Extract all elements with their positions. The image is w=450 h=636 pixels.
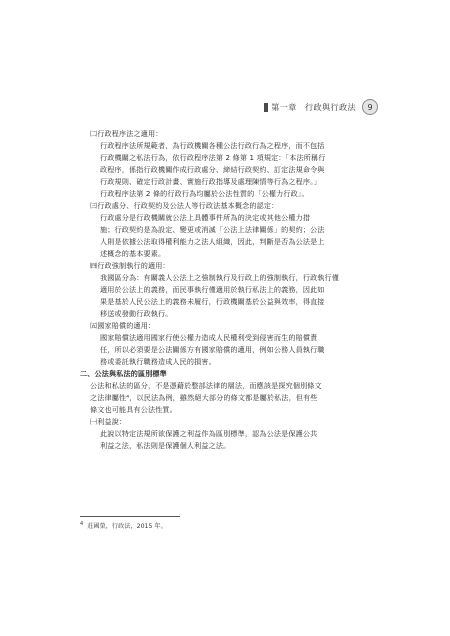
subsection-heading: ㈠利益說： <box>90 417 127 426</box>
section-heading: ㈢行政處分、行政契約及公法人等行政法基本概念的認定： <box>90 201 279 210</box>
section-heading: ㈤國家賠償的適用： <box>90 321 156 330</box>
paragraph-line: 行政程序法所規範者，為行政機關各種公法行政行為之程序，而不包括 <box>100 141 325 150</box>
paragraph-line: 果是基於人民公法上的義務未履行，行政機關基於公益與效率，得直接 <box>100 297 325 306</box>
header-bar-marker <box>264 103 268 112</box>
paragraph-line: 施；行政契約是為設定、變更或消滅「公法上法律關係」的契約；公法 <box>100 225 325 234</box>
section-heading: ㈣行政強制執行的適用： <box>90 261 170 270</box>
paragraph-line: 我國區分為：有關義人公法上之強制執行及行政上的強制執行，行政執行僅 <box>100 273 340 282</box>
paragraph-line: 國家賠償法適用國家行使公權力造成人民權利受到侵害而生的賠償責 <box>100 333 318 342</box>
section-administrative-execution <box>90 260 380 320</box>
paragraph-line: 行政機關之私法行為，依行政程序法第 2 條第 1 項規定：「本法所稱行 <box>100 153 326 162</box>
paragraph-line: 行政程序法第 2 條的行政行為均屬於公法性質的「公權力行政」。 <box>100 189 309 198</box>
paragraph-line: 述概念的基本要素。 <box>100 249 166 258</box>
paragraph-line: 人則是依據公法取得權利能力之法人組織，因此，判斷是否為公法是上 <box>100 237 325 246</box>
section-administrative-concepts <box>90 200 380 260</box>
paragraph-line: 政程序，係指行政機關作成行政處分、締結行政契約、訂定法規命令與 <box>100 165 325 174</box>
page-number-badge: 9 <box>362 99 378 115</box>
paragraph-line: 利益之法，私法則是保護個人利益之法。 <box>100 441 231 450</box>
paragraph-line: 行政規則、確定行政計畫、實施行政指導及處理陳情等行為之程序。」 <box>100 177 322 186</box>
section-heading: ㈡行政程序法之適用： <box>90 129 163 138</box>
footnote-divider <box>80 516 180 517</box>
footnote <box>80 521 167 530</box>
part-heading: 二、公法與私法的區別標準 <box>80 369 167 378</box>
paragraph-line: 此說以特定法規所欲保護之利益作為區別標準，認為公法是保護公共 <box>100 429 318 438</box>
paragraph-line: 任，所以必須要是公法關係方有國家賠償的適用，例如公務人員執行職 <box>100 345 325 354</box>
footnote-text: 莊國榮，行政法，2015 年。 <box>87 523 167 531</box>
paragraph-line: 適用於公法上的義務，而民事執行僅適用於執行私法上的義務，因此如 <box>100 285 325 294</box>
section-state-compensation <box>90 320 380 368</box>
running-header <box>264 99 378 115</box>
paragraph-line: 條文也可能具有公法性質。 <box>90 405 177 414</box>
chapter-title: 第一章 行政與行政法 <box>271 101 356 112</box>
section-applicability-procedure-act <box>90 128 380 200</box>
paragraph-line: 之法律屬性⁴，以民法為例，雖然絕大部分的條文都是屬於私法，但有些 <box>90 393 318 402</box>
body-text <box>80 128 380 452</box>
paragraph-line: 務或委託執行職務造成人民的損害。 <box>100 357 216 366</box>
part-public-private-law-distinction <box>80 368 380 452</box>
paragraph-line: 行政處分是行政機關就公法上具體事件所為的決定或其他公權力措 <box>100 213 311 222</box>
paragraph-line: 公法和私法的區分，不是憑藉於整部法律的層法，而應該是探究個別條文 <box>90 381 322 390</box>
paragraph-line: 移送或發動行政執行。 <box>100 309 173 318</box>
footnote-number: 4 <box>80 521 84 527</box>
